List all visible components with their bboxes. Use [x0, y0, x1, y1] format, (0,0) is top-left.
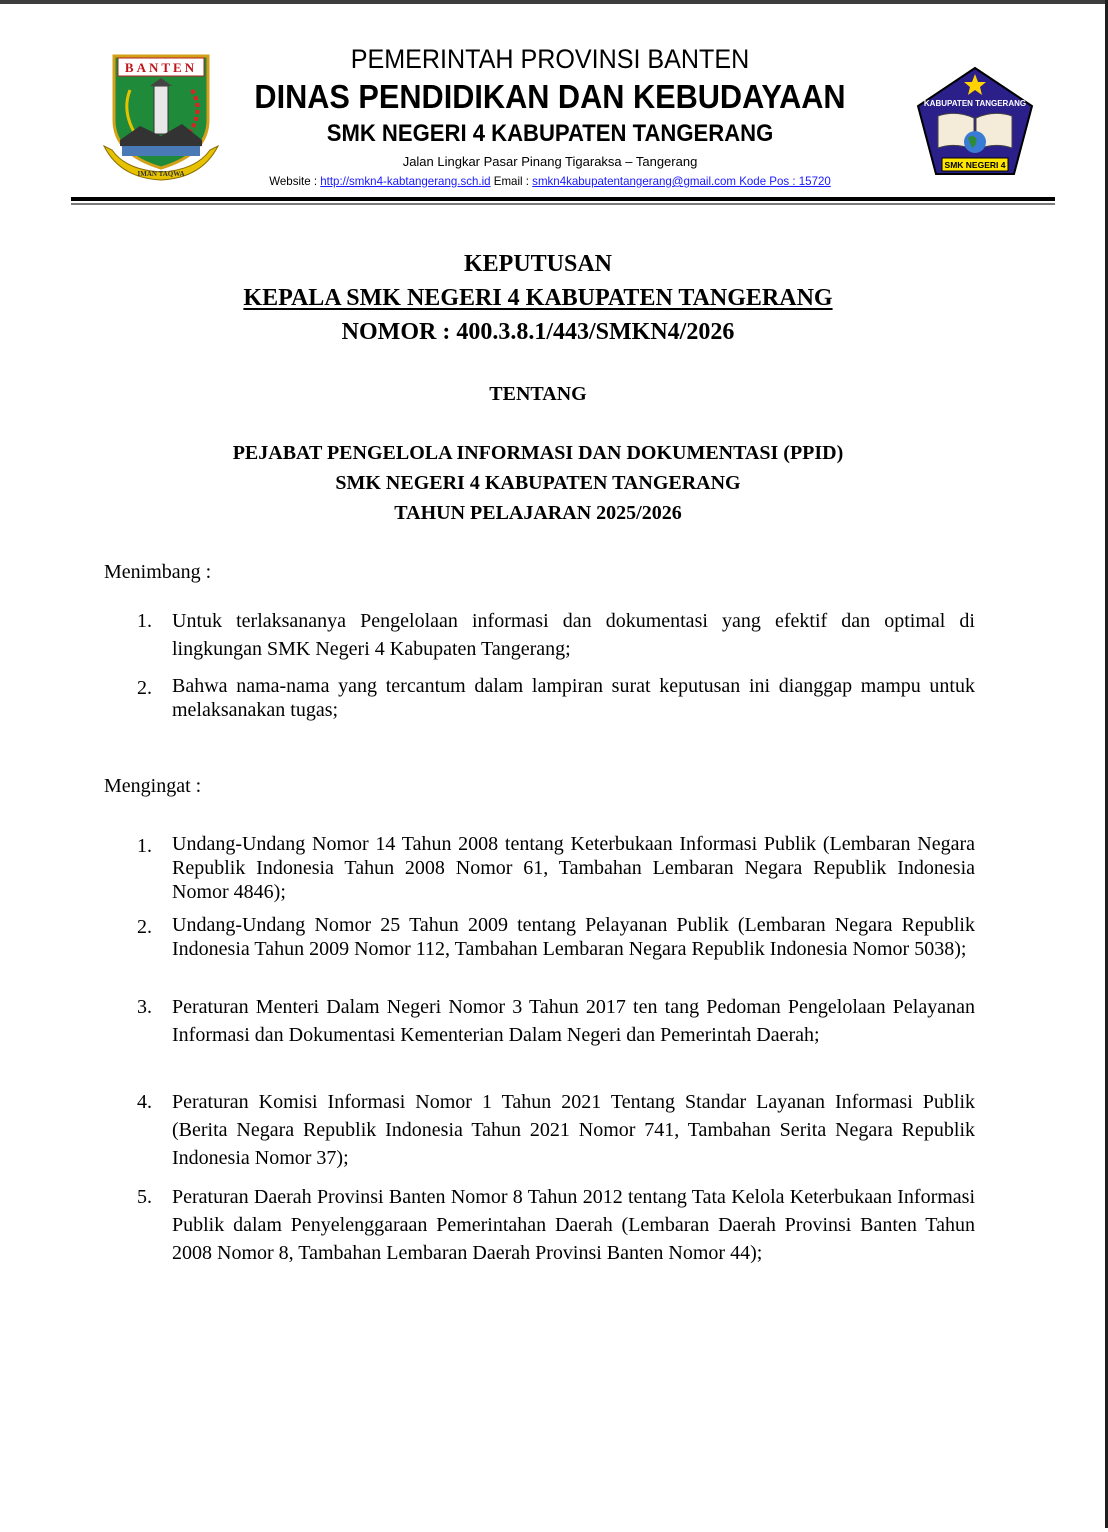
- letterhead-department: DINAS PENDIDIKAN DAN KEBUDAYAAN: [254, 78, 846, 115]
- smk-negeri-4-logo: [916, 66, 1034, 178]
- item-number: 1.: [137, 835, 152, 857]
- mengingat-item: [137, 832, 975, 904]
- item-text: Peraturan Menteri Dalam Negeri Nomor 3 Tahun 2017 ten tang Pedoman Pengelolaan Pelayanan Informasi dan Dokumentasi Kementerian Dalam Negeri dan Pemerintah Daerah;: [172, 996, 975, 1046]
- menimbang-item: [137, 607, 975, 663]
- window-top-border: [0, 0, 1108, 4]
- website-link[interactable]: http://smkn4-kabtangerang.sch.id: [320, 174, 491, 188]
- email-label: Email :: [490, 174, 533, 188]
- decree-subject-line2: SMK NEGERI 4 KABUPATEN TANGERANG: [335, 472, 741, 494]
- letterhead-divider-thin: [71, 203, 1055, 205]
- banten-coat-of-arms-logo: [100, 50, 222, 182]
- letterhead-contact: [233, 174, 867, 188]
- tentang-label: TENTANG: [489, 383, 587, 405]
- logo-motto-text: IMAN TAQWA: [137, 170, 185, 178]
- decree-subject-line3: TAHUN PELAJARAN 2025/2026: [394, 502, 682, 524]
- mengingat-item: [137, 913, 975, 961]
- item-number: 4.: [137, 1091, 152, 1113]
- mengingat-item: [137, 993, 975, 1049]
- decree-issuer: [0, 284, 1076, 312]
- letterhead-divider-thick: [71, 197, 1055, 201]
- letterhead-address: Jalan Lingkar Pasar Pinang Tigaraksa – Tangerang: [402, 154, 698, 169]
- menimbang-label: Menimbang :: [104, 561, 212, 583]
- item-number: 2.: [137, 916, 152, 938]
- mengingat-label: Mengingat :: [104, 775, 202, 797]
- item-text: Undang-Undang Nomor 14 Tahun 2008 tentang Keterbukaan Informasi Publik (Lembaran Negara Republik Indonesia Tahun 2008 Nomor 61, Tambahan Lembaran Negara Republik Indonesia Nomor 4846);: [172, 833, 975, 903]
- item-number: 5.: [137, 1186, 152, 1208]
- item-text: Peraturan Daerah Provinsi Banten Nomor 8 Tahun 2012 tentang Tata Kelola Keterbukaan Informasi Publik dalam Penyelenggaraan Pemerintahan Daerah (Lembaran Daerah Provinsi Banten Tahun 2008 Nomor 8, Tambahan Lembaran Daerah Provinsi Banten Nomor 44);: [172, 1186, 975, 1264]
- website-label: Website :: [269, 174, 321, 188]
- logo-kabupaten-text: KABUPATEN TANGERANG: [923, 99, 1027, 108]
- email-link[interactable]: smkn4kabupatentangerang@gmail.com Kode Pos : 15720: [532, 174, 831, 188]
- mengingat-item: [137, 1183, 975, 1267]
- letterhead-school: SMK NEGERI 4 KABUPATEN TANGERANG: [326, 120, 774, 147]
- decree-heading: KEPUTUSAN: [463, 251, 613, 277]
- item-number: 1.: [137, 610, 152, 632]
- item-text: Peraturan Komisi Informasi Nomor 1 Tahun 2021 Tentang Standar Layanan Informasi Publik (Berita Negara Republik Indonesia Tahun 2021 Nomor 741, Tambahan Serita Negara Republik Indonesia Nomor 37);: [172, 1091, 975, 1169]
- decree-issuer-text: KEPALA SMK NEGERI 4 KABUPATEN TANGERANG: [243, 285, 833, 311]
- decree-subject-line1: PEJABAT PENGELOLA INFORMASI DAN DOKUMENTASI (PPID): [232, 442, 844, 464]
- logo-school-text: SMK NEGERI 4: [944, 160, 1006, 170]
- menimbang-item: [137, 674, 975, 722]
- item-number: 2.: [137, 677, 152, 699]
- item-text: Bahwa nama-nama yang tercantum dalam lampiran surat keputusan ini dianggap mampu untuk melaksanakan tugas;: [172, 675, 975, 721]
- item-text: Untuk terlaksananya Pengelolaan informasi dan dokumentasi yang efektif dan optimal di lingkungan SMK Negeri 4 Kabupaten Tangerang;: [172, 610, 975, 660]
- decree-number: NOMOR : 400.3.8.1/443/SMKN4/2026: [341, 319, 735, 345]
- letterhead-province: PEMERINTAH PROVINSI BANTEN: [350, 44, 750, 74]
- logo-banten-text: BANTEN: [124, 60, 198, 75]
- mengingat-item: [137, 1088, 975, 1172]
- item-text: Undang-Undang Nomor 25 Tahun 2009 tentang Pelayanan Publik (Lembaran Negara Republik Indonesia Tahun 2009 Nomor 112, Tambahan Lembaran Negara Republik Indonesia Nomor 5038);: [172, 914, 975, 960]
- item-number: 3.: [137, 996, 152, 1018]
